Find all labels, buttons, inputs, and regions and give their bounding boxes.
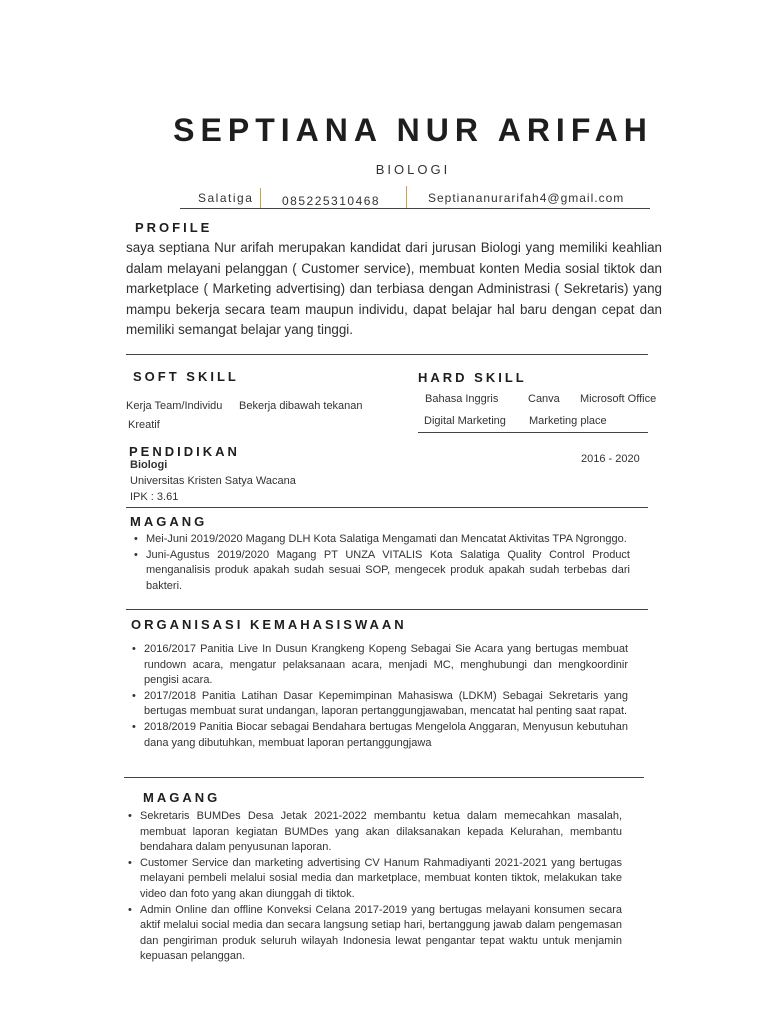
soft-skill-item: Kreatif xyxy=(128,419,160,431)
profile-divider xyxy=(126,354,648,355)
hard-skill-heading: HARD SKILL xyxy=(418,370,527,385)
list-item: • Sekretaris BUMDes Desa Jetak 2021-2022 membantu ketua dalam memecahkan masalah, membuat laporan kegiatan BUMDes yang akan dilaksanakan kepada Kelurahan, membantu bendahara dalam penyusunan laporan. xyxy=(126,809,622,856)
organization-list xyxy=(130,642,628,751)
candidate-major: BIOLOGI xyxy=(375,162,451,177)
hard-skill-item: Digital Marketing xyxy=(424,415,506,427)
contact-divider xyxy=(406,186,407,208)
header-divider xyxy=(180,208,650,209)
internship-list xyxy=(132,532,630,594)
list-item: • 2016/2017 Panitia Live In Dusun Krangkeng Kopeng Sebagai Sie Acara yang bertugas membuat rundown acara, mengatur pelaksanaan acara, menjadi MC, menghubungi dan mengkoordinir pengisi acara. xyxy=(130,642,628,689)
profile-heading: PROFILE xyxy=(135,220,213,235)
education-ipk: IPK : 3.61 xyxy=(130,491,179,503)
hard-skill-item: Marketing place xyxy=(529,415,607,427)
education-heading: PENDIDIKAN xyxy=(129,444,240,459)
profile-text: saya septiana Nur arifah merupakan kandidat dari jurusan Biologi yang memiliki keahlian dalam melayani pelanggan ( Customer service), membuat konten Media sosial tiktok dan marketplace ( Marketing advertising) dan terbiasa dengan Administrasi ( Sekretaris) yang mampu bekerja secara team maupun individu, dapat belajar hal baru dengan cepat dan memiliki semangat belajar yang tinggi. xyxy=(126,240,662,337)
list-item: • Juni-Agustus 2019/2020 Magang PT UNZA VITALIS Kota Salatiga Quality Control Product menganalisis produk apakah sudah sesuai SOP, mengecek produk apakah sudah terbebas dari bakteri. xyxy=(132,548,630,595)
organization-divider xyxy=(124,777,644,778)
education-university: Universitas Kristen Satya Wacana xyxy=(130,475,296,487)
contact-divider xyxy=(260,188,261,208)
list-item: • 2017/2018 Panitia Latihan Dasar Kepemimpinan Mahasiswa (LDKM) Sebagai Sekretaris yang bertugas membuat surat undangan, laporan pertanggungjawaban, mencatat hal penting saat rapat. xyxy=(130,689,628,720)
education-major: Biologi xyxy=(130,459,168,471)
contact-city: Salatiga xyxy=(198,191,254,205)
education-years: 2016 - 2020 xyxy=(581,453,640,465)
soft-skill-item: Bekerja dibawah tekanan xyxy=(239,400,363,412)
internship-divider xyxy=(126,609,648,610)
list-item: • Admin Online dan offline Konveksi Celana 2017-2019 yang bertugas melayani konsumen secara aktif melalui social media dan secara langsung setiap hari, bertanggung jawab dalam pengemasan dan pengiriman produk seluruh wilayah Indonesia lewat pengantar tepat waktu untuk menjamin kepuasan pelanggan. xyxy=(126,903,622,965)
work-list xyxy=(126,809,622,965)
contact-phone: 085225310468 xyxy=(282,194,381,208)
candidate-name: SEPTIANA NUR ARIFAH xyxy=(173,112,653,148)
hard-skill-item: Microsoft Office xyxy=(580,393,657,405)
hard-skill-item: Canva xyxy=(528,393,560,405)
soft-skill-heading: SOFT SKILL xyxy=(133,369,239,384)
work-heading: MAGANG xyxy=(143,790,221,805)
list-item: • 2018/2019 Panitia Biocar sebagai Bendahara bertugas Mengelola Anggaran, Menyusun kebutuhan dana yang dibutuhkan, membuat laporan pertanggungjawa xyxy=(130,720,628,751)
soft-skill-item: Kerja Team/Individu xyxy=(126,400,223,412)
list-item: • Customer Service dan marketing advertising CV Hanum Rahmadiyanti 2021-2021 yang bertugas melayani pembeli melalui sosial media dan marketplace, membuat konten tiktok, melakukan take video dan foto yang akan diunggah di tiktok. xyxy=(126,856,622,903)
education-divider xyxy=(126,507,648,508)
contact-email: Septiananurarifah4@gmail.com xyxy=(428,191,625,205)
hard-skill-item: Bahasa Inggris xyxy=(425,393,499,405)
list-item: • Mei-Juni 2019/2020 Magang DLH Kota Salatiga Mengamati dan Mencatat Aktivitas TPA Ngronggo. xyxy=(132,532,630,548)
internship-heading: MAGANG xyxy=(130,514,208,529)
skills-divider xyxy=(418,432,648,433)
organization-heading: ORGANISASI KEMAHASISWAAN xyxy=(131,617,407,632)
